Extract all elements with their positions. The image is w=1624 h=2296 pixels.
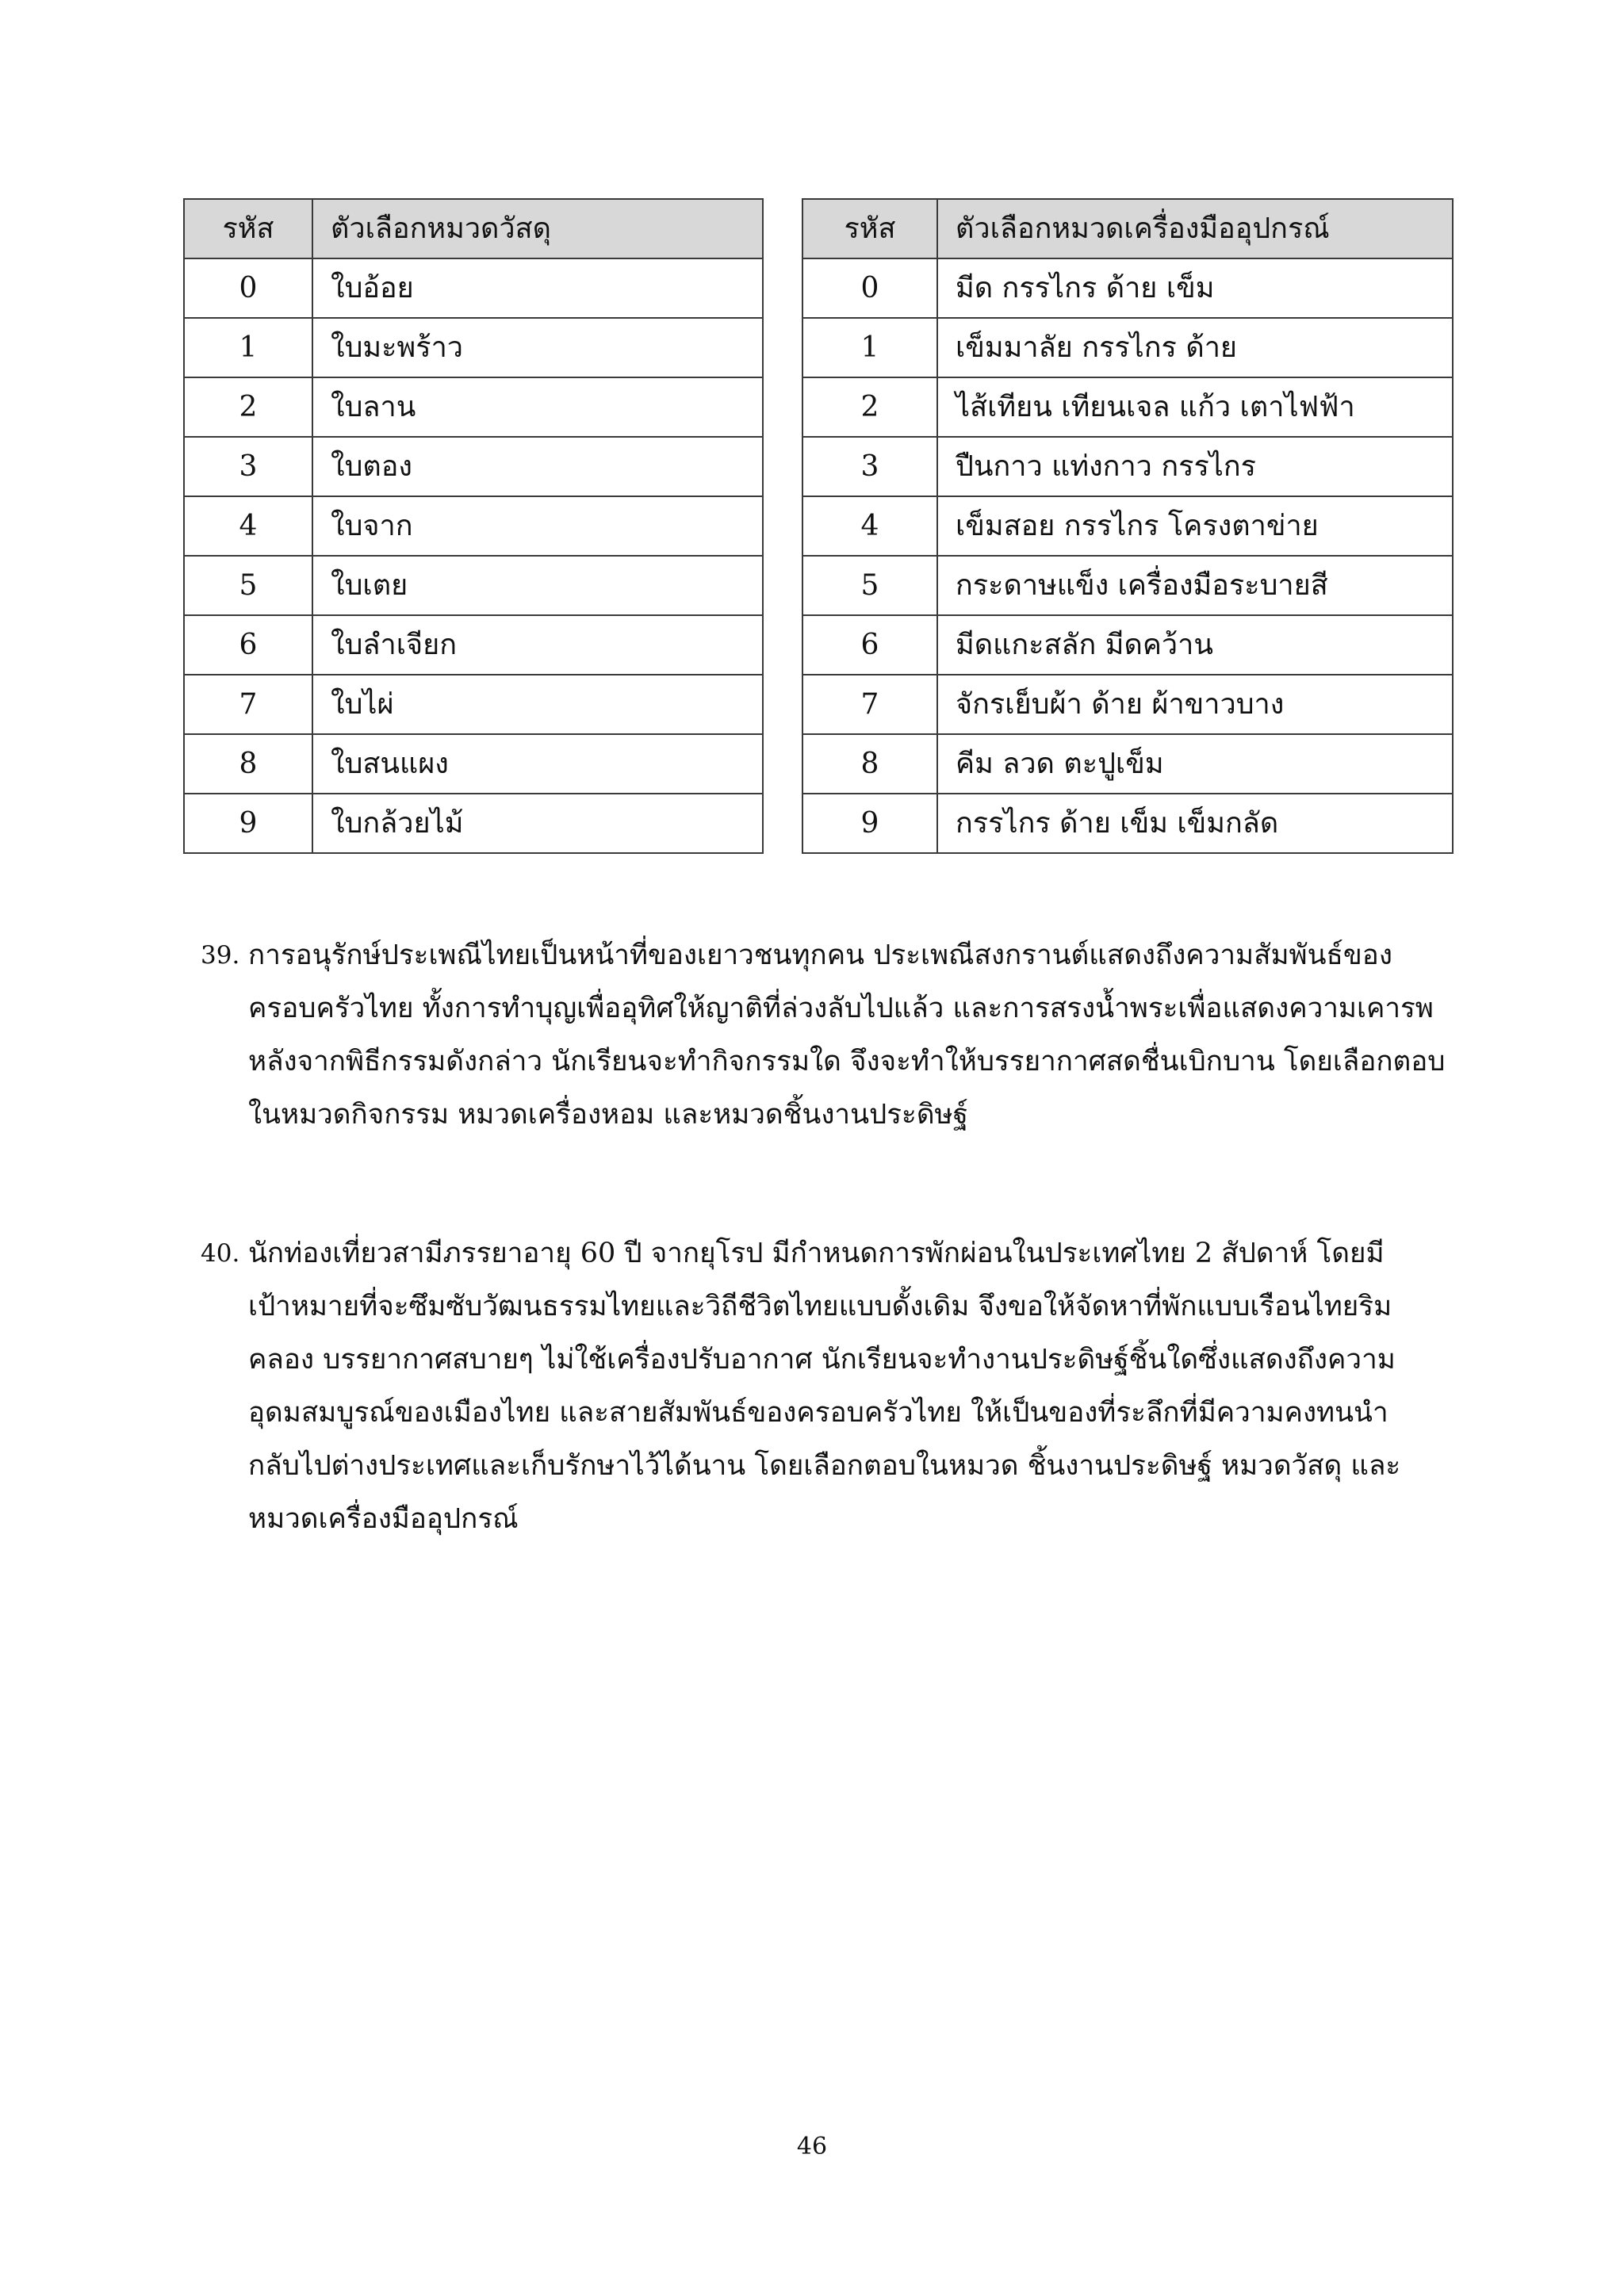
row-label: เข็มมาลัย กรรไกร ด้าย <box>937 318 1453 377</box>
row-code: 4 <box>802 496 937 556</box>
question-number: 39. <box>201 941 240 970</box>
row-code: 1 <box>184 318 312 377</box>
row-label: จักรเย็บผ้า ด้าย ผ้าขาวบาง <box>937 675 1453 734</box>
question-number: 40. <box>201 1239 240 1268</box>
row-label: ใบไผ่ <box>312 675 763 734</box>
row-label: ใบลาน <box>312 377 763 437</box>
row-label: ปืนกาว แท่งกาว กรรไกร <box>937 437 1453 496</box>
table-row <box>802 794 1453 853</box>
table-row <box>184 496 763 556</box>
column-header-code: รหัส <box>184 199 312 258</box>
row-label: มีด กรรไกร ด้าย เข็ม <box>937 258 1453 318</box>
row-label: ใบกล้วยไม้ <box>312 794 763 853</box>
row-label: ใบลำเจียก <box>312 615 763 675</box>
row-code: 5 <box>802 556 937 615</box>
table-row <box>184 377 763 437</box>
row-code: 4 <box>184 496 312 556</box>
row-code: 9 <box>184 794 312 853</box>
question-text-line: อุดมสมบูรณ์ของเมืองไทย และสายสัมพันธ์ของครอบครัวไทย ให้เป็นของที่ระลึกที่มีความคงทนนำ <box>248 1397 1388 1429</box>
table-header-row <box>802 199 1453 258</box>
column-header-label: ตัวเลือกหมวดวัสดุ <box>312 199 763 258</box>
row-code: 2 <box>802 377 937 437</box>
question-text-line: กลับไปต่างประเทศและเก็บรักษาไว้ได้นาน โดยเลือกตอบในหมวด ชิ้นงานประดิษฐ์ หมวดวัสดุ และ <box>248 1450 1401 1482</box>
question-text-line: เป้าหมายที่จะซึมซับวัฒนธรรมไทยและวิถีชีวิตไทยแบบดั้งเดิม จึงขอให้จัดหาที่พักแบบเรือนไทยริม <box>248 1291 1392 1322</box>
table-row <box>802 318 1453 377</box>
row-code: 5 <box>184 556 312 615</box>
table-row <box>802 615 1453 675</box>
row-code: 7 <box>184 675 312 734</box>
question-text-line: คลอง บรรยากาศสบายๆ ไม่ใช้เครื่องปรับอากาศ นักเรียนจะทำงานประดิษฐ์ชิ้นใดซึ่งแสดงถึงความ <box>248 1344 1396 1376</box>
row-code: 7 <box>802 675 937 734</box>
column-header-label: ตัวเลือกหมวดเครื่องมืออุปกรณ์ <box>937 199 1453 258</box>
question-39 <box>201 929 1469 1142</box>
materials-code-table <box>183 198 764 854</box>
question-text-line: ในหมวดกิจกรรม หมวดเครื่องหอม และหมวดชิ้นงานประดิษฐ์ <box>248 1099 968 1131</box>
row-code: 3 <box>184 437 312 496</box>
table-row <box>184 318 763 377</box>
row-label: กรรไกร ด้าย เข็ม เข็มกลัด <box>937 794 1453 853</box>
row-label: ไส้เทียน เทียนเจล แก้ว เตาไฟฟ้า <box>937 377 1453 437</box>
tools-code-table <box>802 198 1454 854</box>
table-row <box>802 675 1453 734</box>
row-label: กระดาษแข็ง เครื่องมือระบายสี <box>937 556 1453 615</box>
table-row <box>802 437 1453 496</box>
row-label: ใบมะพร้าว <box>312 318 763 377</box>
row-code: 3 <box>802 437 937 496</box>
table-row <box>802 496 1453 556</box>
row-code: 0 <box>802 258 937 318</box>
row-code: 6 <box>802 615 937 675</box>
table-row <box>184 437 763 496</box>
row-code: 2 <box>184 377 312 437</box>
table-row <box>802 377 1453 437</box>
row-code: 8 <box>802 734 937 794</box>
question-text-line: หมวดเครื่องมืออุปกรณ์ <box>248 1503 519 1535</box>
row-label: ใบจาก <box>312 496 763 556</box>
row-label: มีดแกะสลัก มีดคว้าน <box>937 615 1453 675</box>
question-text-line: ครอบครัวไทย ทั้งการทำบุญเพื่ออุทิศให้ญาติที่ล่วงลับไปแล้ว และการสรงน้ำพระเพื่อแสดงความเคารพ <box>248 993 1434 1024</box>
table-row <box>184 794 763 853</box>
table-row <box>184 675 763 734</box>
table-row <box>802 258 1453 318</box>
table-row <box>184 556 763 615</box>
row-label: ใบอ้อย <box>312 258 763 318</box>
row-code: 6 <box>184 615 312 675</box>
row-label: คีม ลวด ตะปูเข็ม <box>937 734 1453 794</box>
question-text-line: การอนุรักษ์ประเพณีไทยเป็นหน้าที่ของเยาวชนทุกคน ประเพณีสงกรานต์แสดงถึงความสัมพันธ์ของ <box>248 939 1392 971</box>
column-header-code: รหัส <box>802 199 937 258</box>
table-row <box>184 258 763 318</box>
row-label: ใบตอง <box>312 437 763 496</box>
question-text-line: นักท่องเที่ยวสามีภรรยาอายุ 60 ปี จากยุโรป มีกำหนดการพักผ่อนในประเทศไทย 2 สัปดาห์ โดยมี <box>248 1238 1385 1269</box>
question-text-line: หลังจากพิธีกรรมดังกล่าว นักเรียนจะทำกิจกรรมใด จึงจะทำให้บรรยากาศสดชื่นเบิกบาน โดยเลือกตอบ <box>248 1046 1446 1077</box>
table-row <box>802 734 1453 794</box>
table-header-row <box>184 199 763 258</box>
row-code: 9 <box>802 794 937 853</box>
table-row <box>802 556 1453 615</box>
row-code: 0 <box>184 258 312 318</box>
row-label: ใบเตย <box>312 556 763 615</box>
table-row <box>184 615 763 675</box>
table-row <box>184 734 763 794</box>
row-label: เข็มสอย กรรไกร โครงตาข่าย <box>937 496 1453 556</box>
row-code: 8 <box>184 734 312 794</box>
row-code: 1 <box>802 318 937 377</box>
page-number: 46 <box>796 2133 828 2160</box>
row-label: ใบสนแผง <box>312 734 763 794</box>
question-40 <box>201 1227 1469 1546</box>
